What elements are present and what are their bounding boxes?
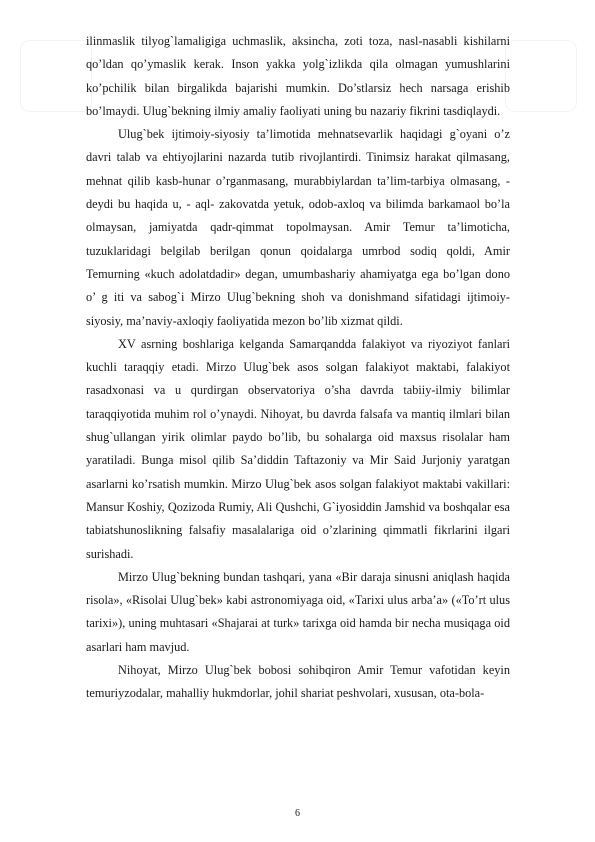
document-body [86,30,510,706]
paragraph: Nihoyat, Mirzo Ulug`bek bobosi sohibqiron Amir Temur vafotidan keyin temuriyzodalar, mahalliy hukmdorlar, johil shariat peshvolari, xususan, ota-bola- [86,663,510,701]
paragraph: XV asrning boshlariga kelganda Samarqandda falakiyot va riyoziyot fanlari kuchli taraqqiy etadi. Mirzo Ulug`bek asos solgan falakiyot maktabi, falakiyot rasadxonasi va u qurdirgan observatoriya o’sha davrda tabiiy-ilmiy bilimlar taraqqiyotida muhim rol o’ynaydi. Nihoyat, bu davrda falsafa va mantiq ilmlari bilan shug`ullangan yirik olimlar paydo bo’lib, bu sohalarga oid maxsus risolalar ham yaratiladi. Bunga misol qilib Sa’diddin Taftazoniy va Mir Said Jurjoniy yaratgan asarlarni ko’rsatish mumkin. Mirzo Ulug`bek asos solgan falakiyot maktabi vakillari: Mansur Koshiy, Qozizoda Rumiy, Ali Qushchi, G`iyosiddin Jamshid va boshqalar esa tabiatshunoslikning falsafiy masalalariga oid o’zlarining qimmatli fikrlarini ilgari surishadi. [86,336,510,561]
watermark-mark [505,40,577,112]
paragraph: Mirzo Ulug`bekning bundan tashqari, yana «Bir daraja sinusni aniqlash haqida risola», «Risolai Ulug`bek» kabi astronomiyaga oid, «Tarixi ulus arba’a» («To’rt ulus tarixi»), uning muhtasari «Shajarai at turk» tarixga oid hamda bir necha musiqaga oid asarlari ham mavjud. [86,569,510,654]
page-number: 6 [295,808,300,819]
paragraph: ilinmaslik tilyog`lamaligiga uchmaslik, aksincha, zoti toza, nasl-nasabli kishilarni qo’ldan qo’ymaslik kerak. Inson yakka yolg`izlikda qila olmagan yumushlarini ko’pchilik bilan birgalikda bajarishi mumkin. Do’stlarsiz hech narsaga erishib bo’lmaydi. Ulug`bekning ilmiy amaliy faoliyati uning bu nazariy fikrini tasdiqlaydi. [86,34,510,118]
watermark-mark [20,40,92,112]
paragraph: Ulug`bek ijtimoiy-siyosiy ta’limotida mehnatsevarlik haqidagi g`oyani o’z davri talab va ehtiyojlarini nazarda tutib rivojlantirdi. Tinimsiz harakat qilmasang, mehnat qilib kasb-hunar o’rganmasang, murabbiylardan ta’lim-tarbiya olmasang, - deydi bu haqida u, - aql- zakovatda yetuk, odob-axloq va bilimda barkamaol bo’la olmaysan, jamiyatda qadr-qimmat topolmaysan. Amir Temur ta’limoticha, tuzuklaridagi belgilab berilgan qonun qoidalarga umrbod sodiq qoldi, Amir Temurning «kuch adolatdadir» degan, umumbashariy ahamiyatga ega bo’lgan dono o’ g iti va sabog`i Mirzo Ulug`bekning shoh va donishmand sifatidagi ijtimoiy-siyosiy, ma’naviy-axloqiy faoliyatida mezon bo’lib xizmat qildi. [86,127,510,328]
